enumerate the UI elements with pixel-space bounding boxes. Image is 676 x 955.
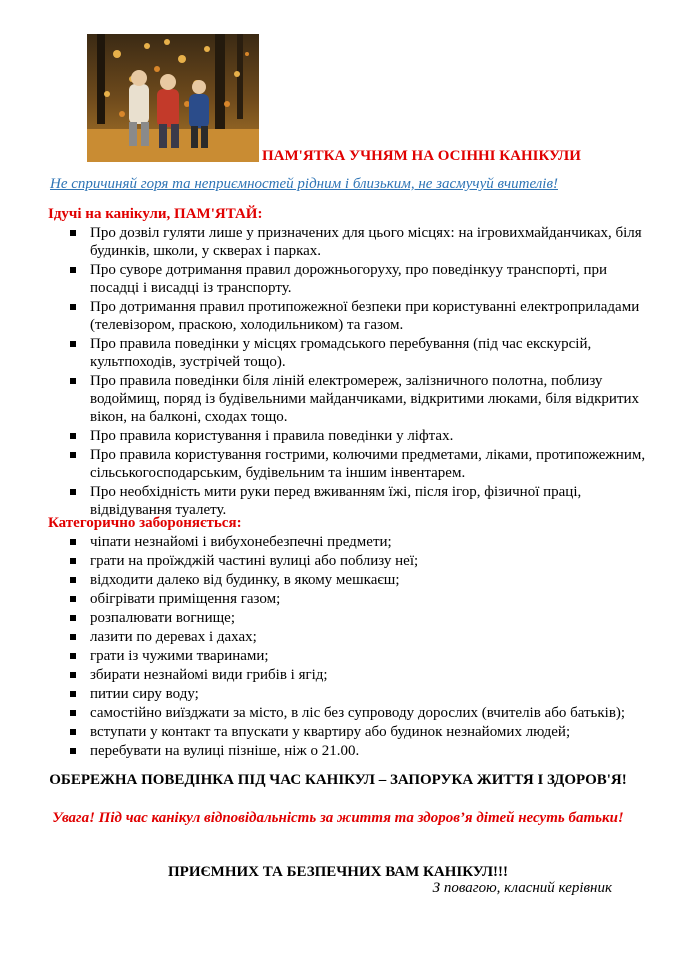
parents-warning: Увага! Під час канікул відповідальність за життя та здоров’я дітей несуть батьки! <box>52 810 624 826</box>
list-item: обігрівати приміщення газом; <box>50 590 650 608</box>
bullet-icon <box>70 539 76 545</box>
teacher-signature: З повагою, класний керівник <box>432 880 612 896</box>
bullet-icon <box>70 267 76 273</box>
bullet-icon <box>70 452 76 458</box>
holiday-wish: ПРИЄМНИХ ТА БЕЗПЕЧНИХ ВАМ КАНІКУЛ!!! <box>168 864 508 880</box>
list-item: лазити по деревах і дахах; <box>50 628 650 646</box>
bullet-icon <box>70 710 76 716</box>
list-item: Про правила поведінки у місцях громадського перебування (під час екскурсій, культпоходів, зустрічей тощо). <box>50 335 650 371</box>
list-item: відходити далеко від будинку, в якому мешкаєш; <box>50 571 650 589</box>
list-item: Про правила поведінки біля ліній електромереж, залізничного полотна, поблизу водоймищ, поряд із будівельними майданчиками, відкритими люками, біля відкритих вікон, на балконі, сходах тощо. <box>50 372 650 426</box>
forbidden-heading: Категорично забороняється: <box>48 515 242 531</box>
bullet-icon <box>70 341 76 347</box>
bullet-icon <box>70 748 76 754</box>
page-subtitle: Не спричиняй горя та неприємностей рідним і близьким, не засмучуй вчителів! <box>50 176 558 192</box>
bullet-icon <box>70 729 76 735</box>
bullet-icon <box>70 489 76 495</box>
list-item: Про суворе дотримання правил дорожньогоруху, про поведінкуу транспорті, при посадці і висадці із транспорту. <box>50 261 650 297</box>
bullet-icon <box>70 672 76 678</box>
remember-heading: Ідучі на канікули, ПАМ'ЯТАЙ: <box>48 206 263 222</box>
bullet-icon <box>70 577 76 583</box>
list-item: грати на проїжджій частині вулиці або поблизу неї; <box>50 552 650 570</box>
list-item: вступати у контакт та впускати у квартиру або будинок незнайомих людей; <box>50 723 650 741</box>
bullet-icon <box>70 691 76 697</box>
list-item: чіпати незнайомі і вибухонебезпечні предмети; <box>50 533 650 551</box>
list-item: самостійно виїзджати за місто, в ліс без супроводу дорослих (вчителів або батьків); <box>50 704 650 722</box>
list-item: збирати незнайомі види грибів і ягід; <box>50 666 650 684</box>
remember-list <box>50 224 650 520</box>
list-item: Про правила користування і правила поведінки у ліфтах. <box>50 427 650 445</box>
list-item: питии сиру воду; <box>50 685 650 703</box>
bullet-icon <box>70 558 76 564</box>
list-item: розпалювати вогнище; <box>50 609 650 627</box>
bullet-icon <box>70 596 76 602</box>
page-title: ПАМ'ЯТКА УЧНЯМ НА ОСІННІ КАНІКУЛИ <box>262 148 581 164</box>
list-item: грати із чужими тваринами; <box>50 647 650 665</box>
bullet-icon <box>70 615 76 621</box>
list-item: Про необхідність мити руки перед вживанням їжі, після ігор, фізичної праці, відвідування туалету. <box>50 483 650 519</box>
list-item: перебувати на вулиці пізніше, ніж о 21.00. <box>50 742 650 760</box>
list-item: Про правила користування гострими, колючими предметами, ліками, протипожежним, сільськогосподарським, будівельним та іншим інвентарем. <box>50 446 650 482</box>
autumn-children-photo <box>87 34 259 162</box>
list-item: Про дозвіл гуляти лише у призначених для цього місцях: на ігровихмайданчиках, біля будинків, школи, у скверах і парках. <box>50 224 650 260</box>
list-item: Про дотримання правил протипожежної безпеки при користуванні електроприладами (телевізором, праскою, холодильником) та газом. <box>50 298 650 334</box>
safety-motto: ОБЕРЕЖНА ПОВЕДІНКА ПІД ЧАС КАНІКУЛ – ЗАПОРУКА ЖИТТЯ І ЗДОРОВ'Я! <box>49 772 627 788</box>
bullet-icon <box>70 433 76 439</box>
bullet-icon <box>70 634 76 640</box>
forbidden-list <box>50 533 650 761</box>
bullet-icon <box>70 378 76 384</box>
bullet-icon <box>70 230 76 236</box>
bullet-icon <box>70 653 76 659</box>
bullet-icon <box>70 304 76 310</box>
